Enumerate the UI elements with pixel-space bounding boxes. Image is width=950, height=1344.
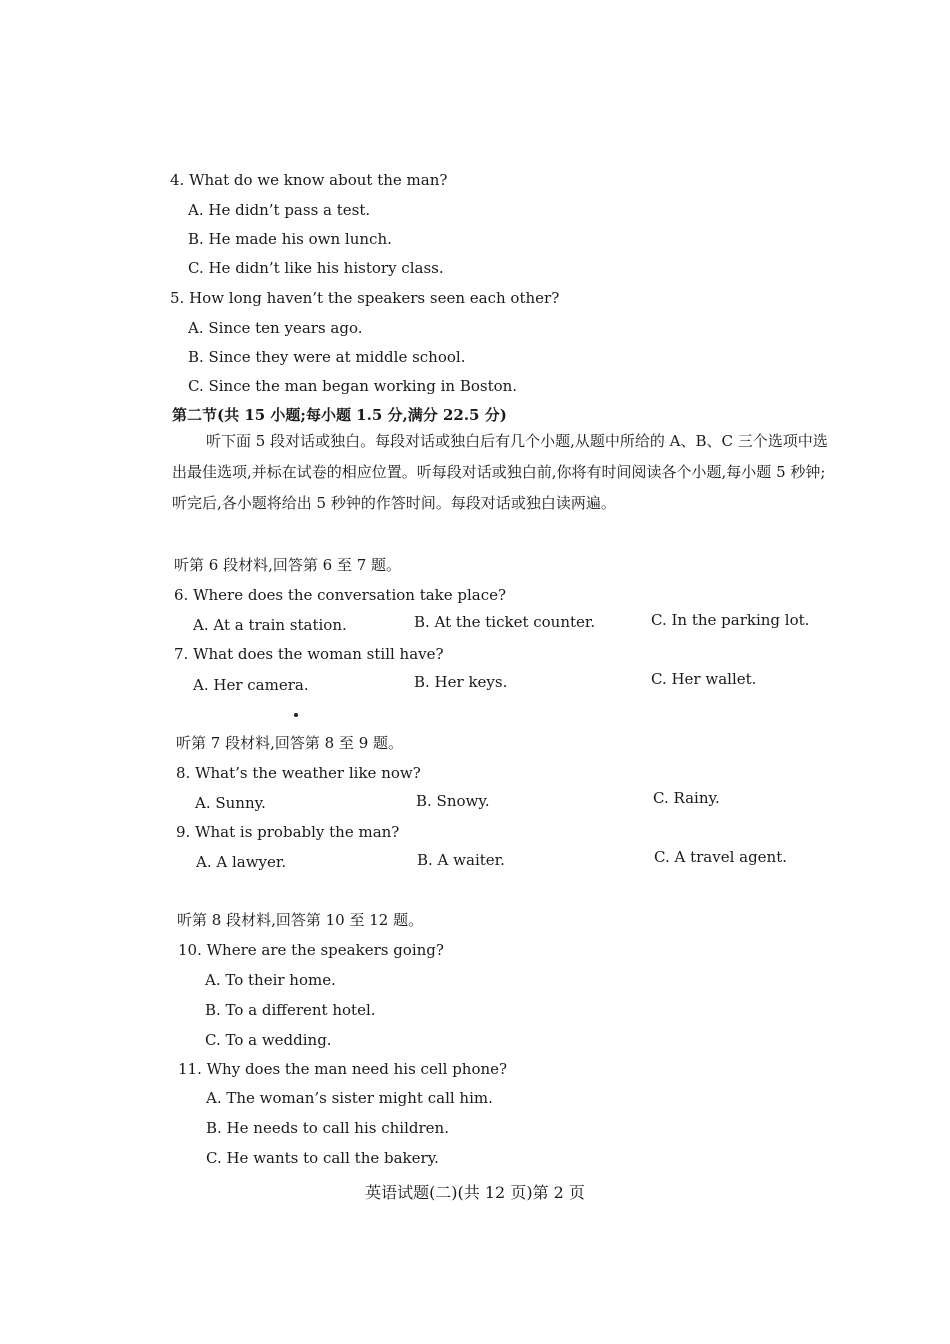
question-5-stem: 5. How long haven’t the speakers seen each other? [170, 289, 560, 307]
question-6-option-a: A. At a train station. [193, 616, 347, 634]
stray-dot [294, 713, 298, 717]
question-10-option-a: A. To their home. [205, 971, 336, 989]
question-10-option-b: B. To a different hotel. [205, 1001, 376, 1019]
question-9-option-a: A. A lawyer. [196, 853, 287, 871]
question-4-stem: 4. What do we know about the man? [170, 171, 448, 189]
question-9-option-b: B. A waiter. [417, 851, 505, 869]
question-8-option-b: B. Snowy. [416, 792, 490, 810]
question-10-option-c: C. To a wedding. [205, 1031, 332, 1049]
question-11-option-c: C. He wants to call the bakery. [206, 1149, 439, 1167]
question-9-stem: 9. What is probably the man? [176, 823, 400, 841]
question-5-option-b: B. Since they were at middle school. [188, 348, 466, 366]
question-8-option-c: C. Rainy. [653, 789, 720, 807]
page-footer: 英语试题(二)(共 12 页)第 2 页 [365, 1183, 585, 1202]
question-7-option-b: B. Her keys. [414, 673, 508, 691]
question-5-option-c: C. Since the man began working in Boston. [188, 377, 518, 395]
question-6-stem: 6. Where does the conversation take place? [174, 586, 507, 604]
question-5-option-a: A. Since ten years ago. [188, 319, 363, 337]
question-7-option-a: A. Her camera. [193, 676, 309, 694]
material-6-intro: 听第 6 段材料,回答第 6 至 7 题。 [174, 556, 402, 574]
question-6-option-c: C. In the parking lot. [651, 611, 810, 629]
material-8-intro: 听第 8 段材料,回答第 10 至 12 题。 [177, 911, 424, 929]
question-4-option-b: B. He made his own lunch. [188, 230, 392, 248]
section-2-instructions: 听下面 5 段对话或独白。每段对话或独白后有几个小题,从题中所给的 A、B、C 三个选项中选出最佳选项,并标在试卷的相应位置。听每段对话或独白前,你将有时间阅读各个小题,每小题 5 秒钟;听完后,各小题将给出 5 秒钟的作答时间。每段对话或独白读两遍。 [172, 432, 828, 512]
question-8-stem: 8. What’s the weather like now? [176, 764, 421, 782]
question-7-stem: 7. What does the woman still have? [174, 645, 444, 663]
question-11-stem: 11. Why does the man need his cell phone? [178, 1060, 508, 1078]
question-6-option-b: B. At the ticket counter. [414, 613, 596, 631]
question-11-option-a: A. The woman’s sister might call him. [206, 1089, 493, 1107]
question-4-option-a: A. He didn’t pass a test. [188, 201, 371, 219]
question-8-option-a: A. Sunny. [195, 794, 266, 812]
question-7-option-c: C. Her wallet. [651, 670, 757, 688]
question-11-option-b: B. He needs to call his children. [206, 1119, 449, 1137]
material-7-intro: 听第 7 段材料,回答第 8 至 9 题。 [176, 734, 404, 752]
question-4-option-c: C. He didn’t like his history class. [188, 259, 444, 277]
section-2-heading: 第二节(共 15 小题;每小题 1.5 分,满分 22.5 分) [172, 406, 507, 424]
question-9-option-c: C. A travel agent. [654, 848, 788, 866]
question-10-stem: 10. Where are the speakers going? [178, 941, 444, 959]
